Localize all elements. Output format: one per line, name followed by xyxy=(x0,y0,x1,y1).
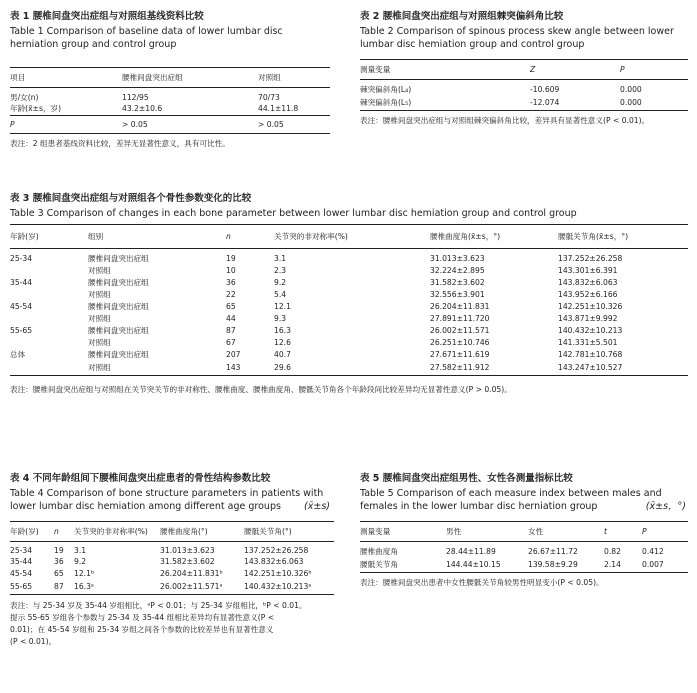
table5-cell: 腰椎曲度角 xyxy=(360,547,398,556)
table1-block xyxy=(10,10,330,150)
table4-cell: 9.2 xyxy=(74,556,87,566)
table-row xyxy=(360,542,688,558)
table4-cell: 26.002±11.571ᵃ xyxy=(160,581,223,591)
table3-cell: 87 xyxy=(226,325,236,335)
table5-cell: 0.412 xyxy=(642,547,664,556)
table5-cell: 腰骶关节角 xyxy=(360,559,398,569)
table3-header-cell: 关节突的非对称率(%) xyxy=(274,232,348,241)
table5-header-row xyxy=(360,522,688,542)
table3-cell xyxy=(10,360,88,375)
table4-cell: 55-65 xyxy=(10,581,33,591)
table5-header-cell: 男性 xyxy=(446,527,462,536)
table5-header-cell: P xyxy=(642,527,647,536)
table4-cell: 87 xyxy=(54,581,64,591)
table2-note: 表注：腰椎间盘突出症组与对照组棘突偏斜角比较，差异具有显著性意义(P < 0.01)。 xyxy=(360,115,650,125)
table5-header-cell: 女性 xyxy=(528,527,544,536)
table3-cell: 27.891±11.720 xyxy=(430,313,490,323)
table3-cell: 对照组 xyxy=(88,289,111,299)
table3-cell: 总体 xyxy=(10,349,26,359)
table3-cell: 9.2 xyxy=(274,277,287,287)
table3-cell xyxy=(10,264,88,276)
table4-cell: 25-34 xyxy=(10,546,33,555)
table3-cell: 2.3 xyxy=(274,265,287,275)
table3-block xyxy=(10,192,688,396)
table3-header-row xyxy=(10,225,688,249)
table3-cell: 137.252±26.258 xyxy=(558,254,623,263)
table5-title-stat: (x̄±s，°) xyxy=(645,501,686,512)
table3-cell xyxy=(10,312,88,324)
table1-header-cell: 对照组 xyxy=(258,73,281,82)
table5-cell: 0.82 xyxy=(604,547,621,556)
table3-cell: 140.432±10.213 xyxy=(558,325,623,335)
table2-header-cell: Z xyxy=(530,65,536,74)
table3-cell: 26.204±11.831 xyxy=(430,301,490,311)
table4-header-cell: 腰骶关节角(°) xyxy=(244,527,292,536)
table4-title-stat: (x̄±s) xyxy=(304,501,330,512)
table2-cell: -10.609 xyxy=(530,85,560,94)
table-row xyxy=(10,288,688,300)
table5-cell: 2.14 xyxy=(604,559,621,569)
table4-note-line: (P < 0.01)。 xyxy=(10,636,57,646)
table4-title-en-line1: Table 4 Comparison of bone structure parameters in patients with xyxy=(10,488,324,499)
table1-cell: 43.2±10.6 xyxy=(122,104,163,114)
table3-cell: 对照组 xyxy=(88,265,111,275)
table1-cell: 年龄(x̄±s，岁) xyxy=(10,104,62,114)
table1-cell: 男/女(n) xyxy=(10,93,39,102)
table4-cell: 45-54 xyxy=(10,568,33,578)
table3-cell: 40.7 xyxy=(274,349,291,359)
table3-cell: 67 xyxy=(226,337,236,347)
table2-cell: 0.000 xyxy=(620,85,642,94)
table4-cell: 31.013±3.623 xyxy=(160,546,215,555)
table3-cell: 65 xyxy=(226,301,236,311)
table5-cell: 139.58±9.29 xyxy=(528,559,578,569)
table1-header-row xyxy=(10,68,330,88)
table3-cell: 143 xyxy=(226,362,241,372)
table1-cell: > 0.05 xyxy=(258,115,330,133)
table2-header-row xyxy=(360,60,688,80)
table4-note-line: 表注：与 25-34 岁及 35-44 岁组相比，ᵃP < 0.01；与 25-34 岁组相比，ᵇP < 0.01。 xyxy=(10,600,307,610)
table3-cell: 9.3 xyxy=(274,313,287,323)
table1-cell: 70/73 xyxy=(258,93,280,102)
table-row xyxy=(10,312,688,324)
table4-header-cell: n xyxy=(54,527,59,536)
table3-cell: 141.331±5.501 xyxy=(558,337,618,347)
table-row xyxy=(10,88,330,104)
table-row xyxy=(10,276,688,288)
table3-header-cell: 腰椎曲度角(x̄±s，°) xyxy=(430,232,501,241)
table4-cell: 35-44 xyxy=(10,556,33,566)
table4-cell: 142.251±10.326ᵇ xyxy=(244,568,312,578)
table4-cell: 26.204±11.831ᵇ xyxy=(160,568,223,578)
table3-cell: 对照组 xyxy=(88,362,111,372)
table3-header-cell: 腰骶关节角(x̄±s，°) xyxy=(558,232,629,241)
table3-cell: 12.1 xyxy=(274,301,291,311)
table1-cell: 112/95 xyxy=(122,93,149,102)
table3-cell: 16.3 xyxy=(274,325,291,335)
table5-cell: 144.44±10.15 xyxy=(446,559,501,569)
table3-cell: 44 xyxy=(226,313,236,323)
table4-cell: 137.252±26.258 xyxy=(244,546,309,555)
table3-cell: 31.582±3.602 xyxy=(430,277,485,287)
table3 xyxy=(10,224,688,376)
table1-header-cell: 腰椎间盘突出症组 xyxy=(122,73,183,82)
table-row xyxy=(360,95,688,110)
table4-cell: 12.1ᵇ xyxy=(74,568,95,578)
table-row xyxy=(10,360,688,375)
table2-header-cell: P xyxy=(620,65,625,74)
table5 xyxy=(360,521,688,573)
table3-cell: 29.6 xyxy=(274,362,291,372)
table3-cell: 45-54 xyxy=(10,301,33,311)
table3-cell: 26.002±11.571 xyxy=(430,325,490,335)
table4-block xyxy=(10,472,334,648)
table1-cell: P xyxy=(10,115,122,133)
table4-cell: 16.3ᵃ xyxy=(74,581,94,591)
table-row xyxy=(10,115,330,133)
table-row xyxy=(10,300,688,312)
table-row xyxy=(10,348,688,360)
table5-cell: 26.67±11.72 xyxy=(528,547,578,556)
table1-header-cell: 项目 xyxy=(10,73,26,82)
table4-cell: 31.582±3.602 xyxy=(160,556,215,566)
table1-title-cn: 表 1 腰椎间盘突出症组与对照组基线资料比较 xyxy=(10,11,204,22)
table2-title-cn: 表 2 腰椎间盘突出症组与对照组棘突偏斜角比较 xyxy=(360,11,564,22)
table4-header-row xyxy=(10,522,334,542)
table-row xyxy=(10,336,688,348)
table4-note-line: 提示 55-65 岁组各个参数与 25-34 及 35-44 组相比差异均有显著性意义(P < xyxy=(10,612,275,622)
table3-cell: 143.871±9.992 xyxy=(558,313,618,323)
table5-cell: 28.44±11.89 xyxy=(446,547,496,556)
table5-block xyxy=(360,472,688,589)
table3-cell: 143.301±6.391 xyxy=(558,265,618,275)
table3-cell: 腰椎间盘突出症组 xyxy=(88,349,149,359)
table4-title-cn: 表 4 不同年龄组间下腰椎间盘突出症患者的骨性结构参数比较 xyxy=(10,473,271,484)
table4-cell: 143.832±6.063 xyxy=(244,556,304,566)
table3-header-cell: 组别 xyxy=(88,232,104,241)
table1 xyxy=(10,67,330,134)
table3-cell: 12.6 xyxy=(274,337,291,347)
table3-cell: 143.952±6.166 xyxy=(558,289,618,299)
table3-cell: 5.4 xyxy=(274,289,287,299)
table3-header-cell: n xyxy=(226,232,231,241)
table-row xyxy=(10,103,330,115)
table3-cell: 35-44 xyxy=(10,277,33,287)
table4-cell: 140.432±10.213ᵃ xyxy=(244,581,312,591)
table3-cell: 55-65 xyxy=(10,325,33,335)
table4-header-cell: 关节突的非对称率(%) xyxy=(74,527,148,536)
table5-title-en-line2: females in the lower lumbar disc herniation group xyxy=(360,501,598,512)
table-row xyxy=(10,579,334,594)
table4-note-line: 0.01)；在 45-54 岁组和 25-34 岁组之间各个参数的比较差异也有显著性意义 xyxy=(10,624,274,634)
table3-cell: 腰椎间盘突出症组 xyxy=(88,301,149,311)
table3-cell: 25-34 xyxy=(10,254,33,263)
table5-title-en-line1: Table 5 Comparison of each measure index between males and xyxy=(360,488,662,499)
table3-cell: 32.556±3.901 xyxy=(430,289,485,299)
table4-header-cell: 腰椎曲度角(°) xyxy=(160,527,208,536)
table5-header-cell: 测量变量 xyxy=(360,527,391,536)
table1-note: 表注：2 组患者基线资料比较，差异无显著性意义，具有可比性。 xyxy=(10,138,230,148)
table3-cell: 207 xyxy=(226,349,241,359)
table5-title-en-line2-row xyxy=(360,500,688,513)
table3-body xyxy=(10,249,688,376)
table3-cell: 腰椎间盘突出症组 xyxy=(88,254,149,263)
table2-cell: 棘突偏斜角(L₅) xyxy=(360,97,412,107)
table3-cell: 腰椎间盘突出症组 xyxy=(88,325,149,335)
table5-note: 表注：腰椎间盘突出患者中女性腰骶关节角较男性明显变小(P < 0.05)。 xyxy=(360,577,604,587)
table2 xyxy=(360,59,688,111)
table3-cell: 腰椎间盘突出症组 xyxy=(88,277,149,287)
table1-cell: 44.1±11.8 xyxy=(258,104,299,114)
table4 xyxy=(10,521,334,595)
table4-cell: 19 xyxy=(54,546,64,555)
table2-cell: 0.000 xyxy=(620,97,642,107)
table3-header-cell: 年龄(岁) xyxy=(10,232,39,241)
table-row xyxy=(360,557,688,572)
table-row xyxy=(10,542,334,556)
table4-body xyxy=(10,542,334,595)
table4-cell: 36 xyxy=(54,556,64,566)
table3-cell: 32.224±2.895 xyxy=(430,265,485,275)
table1-cell: > 0.05 xyxy=(122,115,258,133)
table3-cell: 10 xyxy=(226,265,236,275)
table3-cell: 对照组 xyxy=(88,337,111,347)
table3-note: 表注：腰椎间盘突出症组与对照组在关节突关节的非对称性、腰椎曲度、腰椎曲度角、腰骶关节角各个年龄段间比较差异均无显著性意义(P > 0.05)。 xyxy=(10,384,512,394)
table2-title-en: Table 2 Comparison of spinous process skew angle between lower lumbar disc hemiation group and control group xyxy=(360,26,674,50)
table4-note xyxy=(10,600,334,648)
table2-cell: 棘突偏斜角(L₄) xyxy=(360,85,412,94)
table3-cell: 对照组 xyxy=(88,313,111,323)
table3-cell: 31.013±3.623 xyxy=(430,254,485,263)
table1-title-en: Table 1 Comparison of baseline data of lower lumbar disc herniation group and control group xyxy=(10,26,283,50)
table3-cell: 26.251±10.746 xyxy=(430,337,490,347)
table5-title-cn: 表 5 腰椎间盘突出症组男性、女性各测量指标比较 xyxy=(360,473,573,484)
table3-cell xyxy=(10,336,88,348)
table4-header-cell: 年龄(岁) xyxy=(10,527,39,536)
table4-cell: 65 xyxy=(54,568,64,578)
table-row xyxy=(10,249,688,265)
table3-cell: 22 xyxy=(226,289,236,299)
table3-cell: 19 xyxy=(226,254,236,263)
table4-cell: 3.1 xyxy=(74,546,87,555)
table4-title-en-line2-row xyxy=(10,500,334,513)
table3-cell: 143.247±10.527 xyxy=(558,362,623,372)
table5-cell: 0.007 xyxy=(642,559,664,569)
table3-cell xyxy=(10,288,88,300)
table-row xyxy=(10,567,334,579)
table3-cell: 27.671±11.619 xyxy=(430,349,490,359)
table3-cell: 142.251±10.326 xyxy=(558,301,623,311)
table3-cell: 27.582±11.912 xyxy=(430,362,490,372)
table-row xyxy=(10,555,334,567)
table-row xyxy=(10,324,688,336)
table2-cell: -12.074 xyxy=(530,97,560,107)
table3-cell: 142.781±10.768 xyxy=(558,349,623,359)
table-row xyxy=(360,80,688,96)
table3-title-cn: 表 3 腰椎间盘突出症组与对照组各个骨性参数变化的比较 xyxy=(10,193,252,204)
table2-header-cell: 测量变量 xyxy=(360,65,391,74)
table-row xyxy=(10,264,688,276)
table3-title-en: Table 3 Comparison of changes in each bone parameter between lower lumbar disc hemiation group and control group xyxy=(10,208,577,219)
table2-block xyxy=(360,10,688,127)
table3-cell: 36 xyxy=(226,277,236,287)
table3-cell: 143.832±6.063 xyxy=(558,277,618,287)
table4-title-en-line2: lower lumbar disc hemiation among different age groups xyxy=(10,501,281,512)
table5-header-cell: t xyxy=(604,527,607,536)
table3-cell: 3.1 xyxy=(274,254,287,263)
